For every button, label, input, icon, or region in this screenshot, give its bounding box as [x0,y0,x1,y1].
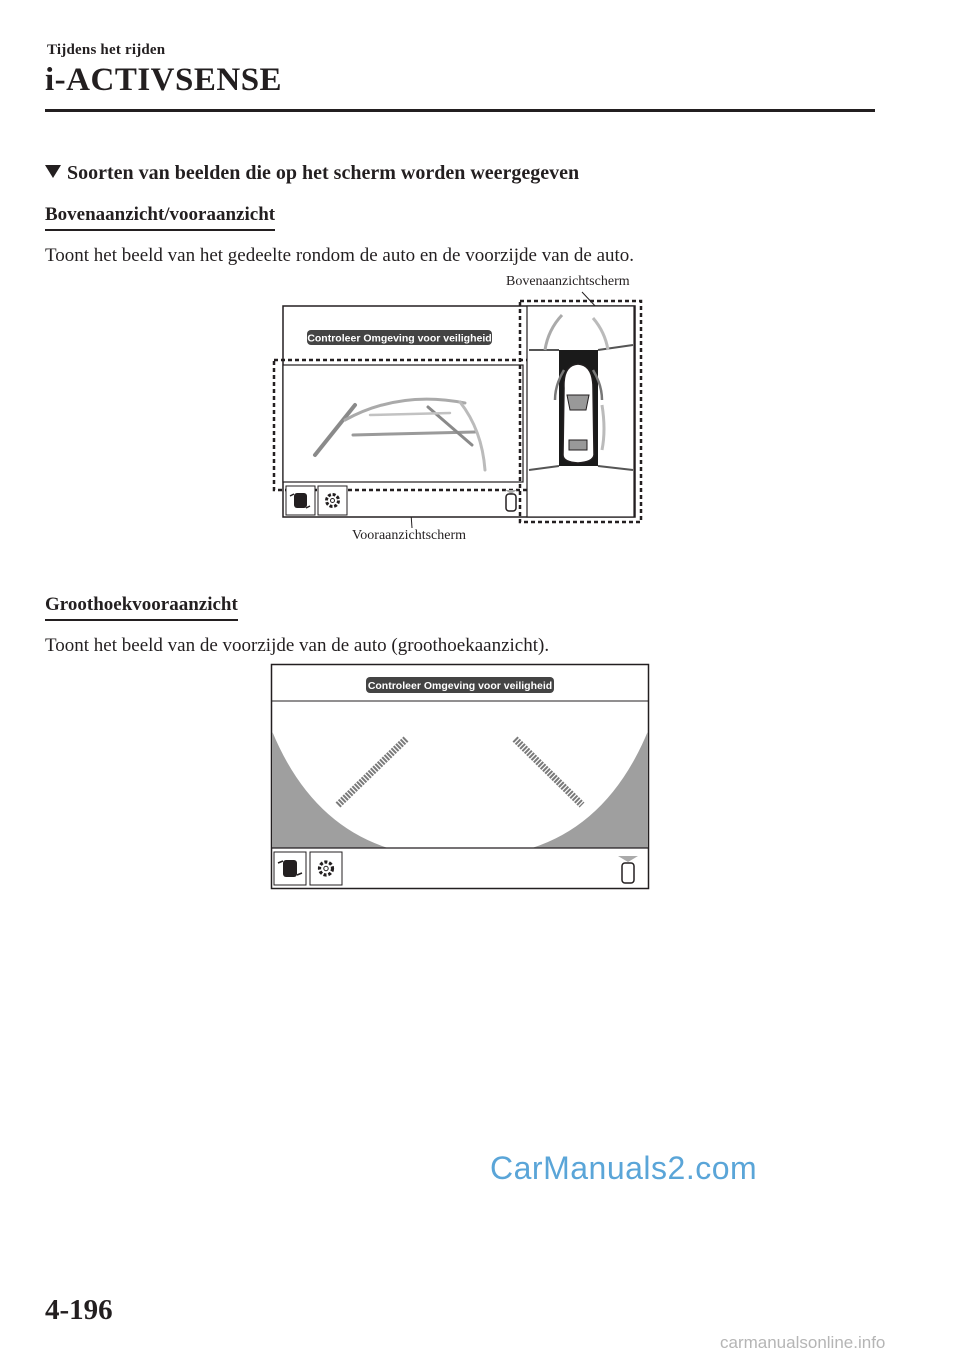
camera-switch-icon[interactable] [286,486,315,515]
figure-top-front-view [250,290,670,540]
header-rule [45,109,875,112]
description-top-front-view: Toont het beeld van het gedeelte rondom de auto en de voorzijde van de auto. [45,245,635,266]
figure-wide-front-view [270,663,650,891]
watermark-logo: CarManuals2.com [490,1150,758,1186]
safety-banner [366,677,554,693]
camera-switch-icon[interactable] [274,852,306,885]
banner-text: Controleer Omgeving voor veiligheid [367,680,553,692]
gear-icon[interactable] [310,852,342,885]
description-wide-front-view: Toont het beeld van de voorzijde van de auto (groothoekaanzicht). [45,635,550,656]
watermark-site: carmanualsonline.info [720,1333,886,1352]
page-number: 4-196 [45,1294,113,1326]
section-label: Tijdens het rijden [47,42,166,58]
section-heading-text: Soorten van beelden die op het scherm worden weergegeven [67,162,580,184]
callout-front-view-screen: Vooraanzichtscherm [352,528,467,543]
section-heading [45,162,579,185]
callout-top-view-screen: Bovenaanzichtscherm [506,274,630,289]
chapter-title: i-ACTIVSENSE [45,62,283,98]
triangle-bullet-icon [45,165,61,178]
safety-banner [307,330,492,345]
banner-text: Controleer Omgeving voor veiligheid [307,332,492,345]
subheading-top-front-view: Bovenaanzicht/vooraanzicht [45,204,275,231]
gear-icon[interactable] [318,486,347,515]
subheading-wide-front-view: Groothoekvooraanzicht [45,594,238,621]
